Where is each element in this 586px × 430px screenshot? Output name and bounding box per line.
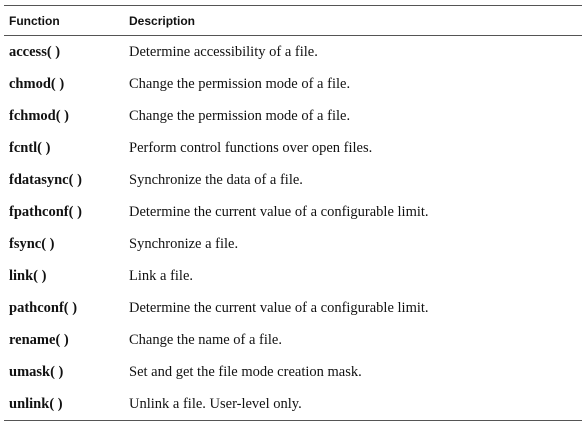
table-row: [4, 292, 582, 324]
header-description: Description: [129, 13, 196, 28]
description-cell: Perform control functions over open files.: [129, 139, 373, 156]
function-cell: umask( ): [9, 363, 64, 380]
header-row: [4, 6, 582, 36]
description-cell: Change the name of a file.: [129, 331, 282, 348]
description-cell: Determine accessibility of a file.: [129, 43, 318, 60]
function-cell: pathconf( ): [9, 299, 78, 316]
function-cell: fpathconf( ): [9, 203, 82, 220]
function-cell: chmod( ): [9, 75, 65, 92]
description-cell: Synchronize a file.: [129, 235, 239, 252]
function-cell: fcntl( ): [9, 139, 51, 156]
table-row: [4, 164, 582, 196]
function-table: [4, 5, 582, 421]
function-cell: fdatasync( ): [9, 171, 82, 188]
function-table-container: [4, 5, 582, 421]
table-row: [4, 260, 582, 292]
description-cell: Link a file.: [129, 267, 194, 284]
table-row: [4, 324, 582, 356]
description-cell: Unlink a file. User-level only.: [129, 395, 302, 412]
description-cell: Determine the current value of a configurable limit.: [129, 203, 429, 220]
table-row: [4, 388, 582, 421]
table-row: [4, 356, 582, 388]
description-cell: Determine the current value of a configurable limit.: [129, 299, 429, 316]
function-cell: unlink( ): [9, 395, 63, 412]
header-function: Function: [9, 13, 60, 28]
table-row: [4, 68, 582, 100]
table-row: [4, 100, 582, 132]
table-header: [4, 6, 582, 36]
function-cell: link( ): [9, 267, 47, 284]
table-row: [4, 36, 582, 69]
function-cell: access( ): [9, 43, 61, 60]
function-cell: fchmod( ): [9, 107, 70, 124]
description-cell: Change the permission mode of a file.: [129, 75, 351, 92]
table-body: [4, 36, 582, 421]
description-cell: Set and get the file mode creation mask.: [129, 363, 362, 380]
function-cell: fsync( ): [9, 235, 55, 252]
description-cell: Change the permission mode of a file.: [129, 107, 351, 124]
function-cell: rename( ): [9, 331, 69, 348]
table-row: [4, 228, 582, 260]
table-row: [4, 132, 582, 164]
description-cell: Synchronize the data of a file.: [129, 171, 303, 188]
table-row: [4, 196, 582, 228]
